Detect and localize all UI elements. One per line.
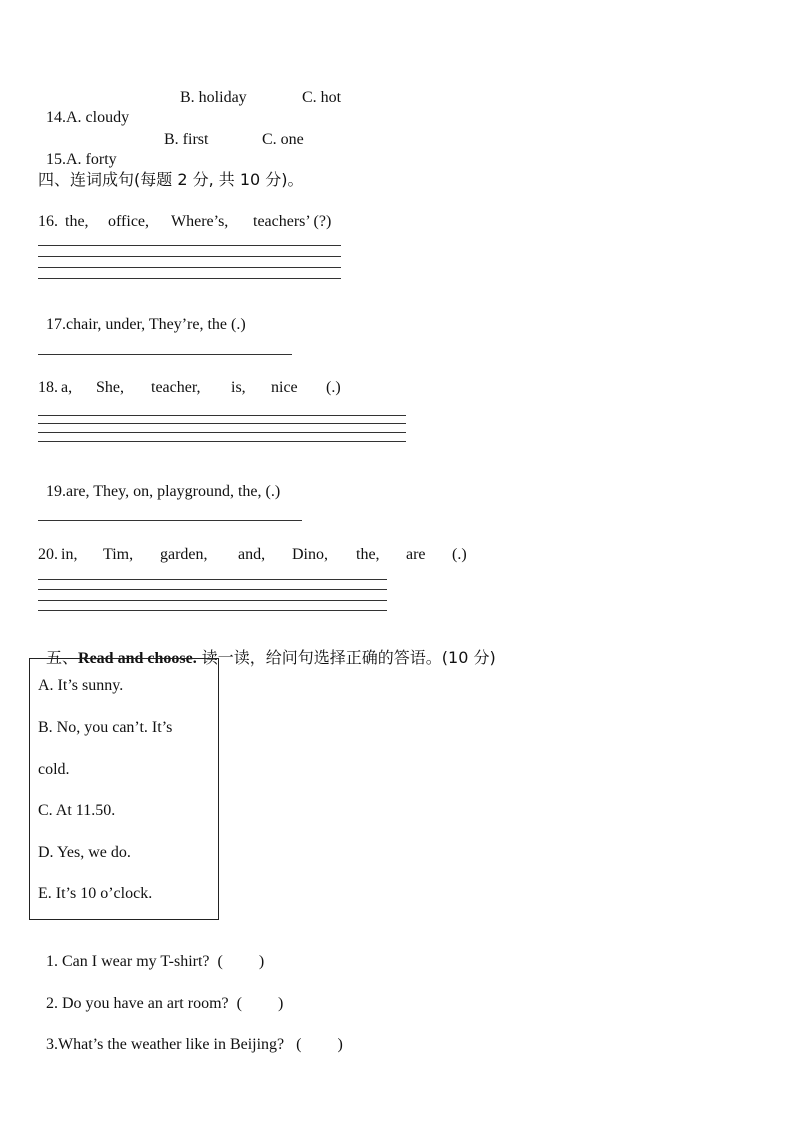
option-b: B. holiday xyxy=(180,89,247,106)
question-17 xyxy=(38,295,246,335)
question-19 xyxy=(38,462,280,502)
option-a: A. forty xyxy=(66,151,117,168)
words: are, They, on, playground, the, (.) xyxy=(66,483,281,500)
question-16-number: 16. xyxy=(38,213,58,230)
question-18-number: 18. xyxy=(38,379,58,396)
word: teacher, xyxy=(151,379,201,396)
option-e: E. It’s 10 o’clock. xyxy=(38,885,153,902)
answer-line[interactable] xyxy=(38,267,341,268)
word: She, xyxy=(96,379,124,396)
word: the, xyxy=(65,213,89,230)
option-b: B. first xyxy=(164,131,209,148)
answer-line[interactable] xyxy=(38,354,292,355)
open-paren: ( xyxy=(217,953,223,970)
section-5-english: Read and choose. xyxy=(78,650,197,667)
word: is, xyxy=(231,379,246,396)
answer-line[interactable] xyxy=(38,589,387,590)
section-4-heading: 四、连词成句(每题 2 分, 共 10 分)。 xyxy=(38,170,304,189)
answer-line[interactable] xyxy=(38,600,387,601)
question-15 xyxy=(38,130,117,170)
answer-line[interactable] xyxy=(38,245,341,246)
option-b: B. No, you can’t. It’s xyxy=(38,719,173,736)
section-5-chinese: 读一读，给问句选择正确的答语。(10 分) xyxy=(196,648,496,667)
word: the, xyxy=(356,546,380,563)
option-c: C. hot xyxy=(302,89,342,106)
question-row xyxy=(38,974,283,1014)
word: are xyxy=(406,546,426,563)
question-number: 19. xyxy=(46,483,66,500)
option-c: C. At 11.50. xyxy=(38,802,116,819)
close-paren: ) xyxy=(277,995,284,1012)
answer-line[interactable] xyxy=(38,278,341,279)
question-row xyxy=(38,1015,343,1055)
word: Dino, xyxy=(292,546,328,563)
word: and, xyxy=(238,546,266,563)
answer-line[interactable] xyxy=(38,441,406,442)
word: garden, xyxy=(160,546,208,563)
word: nice xyxy=(271,379,298,396)
word: a, xyxy=(61,379,73,396)
word: teachers’ (?) xyxy=(253,213,332,230)
question-20-number: 20. xyxy=(38,546,58,563)
question-text: 1. Can I wear my T-shirt? xyxy=(46,953,210,970)
answer-line[interactable] xyxy=(38,579,387,580)
answer-blank[interactable] xyxy=(237,995,284,1012)
section-5-prefix: 五、 xyxy=(46,648,79,667)
answer-blank[interactable] xyxy=(296,1036,343,1053)
word: (.) xyxy=(452,546,467,563)
open-paren: ( xyxy=(236,995,242,1012)
answer-line[interactable] xyxy=(38,415,406,416)
question-number: 14. xyxy=(46,109,66,126)
answer-line[interactable] xyxy=(38,256,341,257)
answer-blank[interactable] xyxy=(218,953,265,970)
option-b-continued: cold. xyxy=(38,761,70,778)
answer-line[interactable] xyxy=(38,423,406,424)
open-paren: ( xyxy=(296,1036,302,1053)
close-paren: ) xyxy=(337,1036,343,1053)
option-d: D. Yes, we do. xyxy=(38,844,131,861)
option-a: A. cloudy xyxy=(66,109,130,126)
words: chair, under, They’re, the (.) xyxy=(66,316,246,333)
question-14 xyxy=(38,88,129,128)
question-text: 3.What’s the weather like in Beijing? xyxy=(46,1036,285,1053)
answer-options-box xyxy=(29,658,219,920)
question-number: 17. xyxy=(46,316,66,333)
answer-line[interactable] xyxy=(38,520,302,521)
answer-line[interactable] xyxy=(38,432,406,433)
question-text: 2. Do you have an art room? xyxy=(46,995,229,1012)
option-a: A. It’s sunny. xyxy=(38,677,124,694)
word: (.) xyxy=(326,379,341,396)
word: in, xyxy=(61,546,78,563)
answer-line[interactable] xyxy=(38,610,387,611)
close-paren: ) xyxy=(258,953,265,970)
option-c: C. one xyxy=(262,131,304,148)
word: Tim, xyxy=(103,546,134,563)
word: Where’s, xyxy=(171,213,229,230)
question-row xyxy=(38,932,264,972)
word: office, xyxy=(108,213,150,230)
question-number: 15. xyxy=(46,151,66,168)
